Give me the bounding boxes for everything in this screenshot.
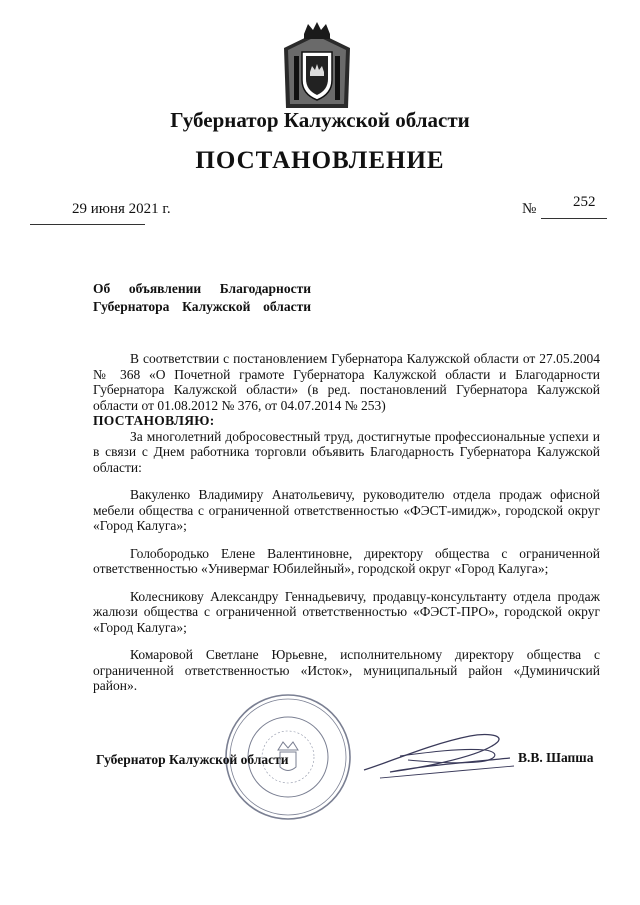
document-number: 252 bbox=[573, 194, 596, 210]
subject-line-2: Губернатора Калужской области bbox=[93, 299, 311, 314]
date-underline bbox=[30, 224, 145, 225]
document-date: 29 июня 2021 г. bbox=[72, 201, 171, 217]
awardee-item: Колесникову Александру Геннадьевичу, продавцу-консультанту отдела продаж жалюзи общества с ограниченной ответственностью «ФЭСТ-ПРО», городской округ «Город Калуга»; bbox=[93, 588, 600, 635]
issuer-title: Губернатор Калужской области bbox=[170, 108, 470, 132]
signatory-name: В.В. Шапша bbox=[518, 750, 594, 765]
awardee-item: Вакуленко Владимиру Анатольевичу, руководителю отдела продаж офисной мебели общества с ограниченной ответственностью «ФЭСТ-имидж», городской округ «Город Калуга»; bbox=[93, 487, 600, 533]
signatory-title: Губернатор Калужской области bbox=[96, 752, 289, 767]
handwritten-signature-icon bbox=[360, 722, 520, 792]
number-underline bbox=[541, 218, 607, 219]
coat-of-arms-icon bbox=[280, 22, 354, 114]
document-body bbox=[93, 351, 600, 694]
document-type: ПОСТАНОВЛЕНИЕ bbox=[195, 147, 445, 174]
document-subject bbox=[93, 280, 311, 316]
intro-paragraph: В соответствии с постановлением Губернатора Калужской области от 27.05.2004 № 368 «О Почетной грамоте Губернатора Калужской области и Благодарности Губернатора Калужской области» (в ред. постановлений Губернатора Калужской области от 01.08.2012 № 376, от 04.07.2014 № 253) bbox=[93, 351, 600, 413]
awardee-item: Комаровой Светлане Юрьевне, исполнительному директору общества с ограниченной ответственностью «Исток», муниципальный район «Думиничский район». bbox=[93, 647, 600, 693]
decision-paragraph: За многолетний добросовестный труд, достигнутые профессиональные успехи и в связи с Днем работника торговли объявить Благодарность Губернатора Калужской области: bbox=[93, 428, 600, 475]
subject-line-1: Об объявлении Благодарности bbox=[93, 281, 311, 296]
awardee-item: Голобородько Елене Валентиновне, директору общества с ограниченной ответственностью «Универмаг Юбилейный», городской округ «Город Калуга»; bbox=[93, 545, 600, 576]
number-sign: № bbox=[522, 201, 537, 217]
resolve-heading: ПОСТАНОВЛЯЮ: bbox=[93, 413, 215, 428]
